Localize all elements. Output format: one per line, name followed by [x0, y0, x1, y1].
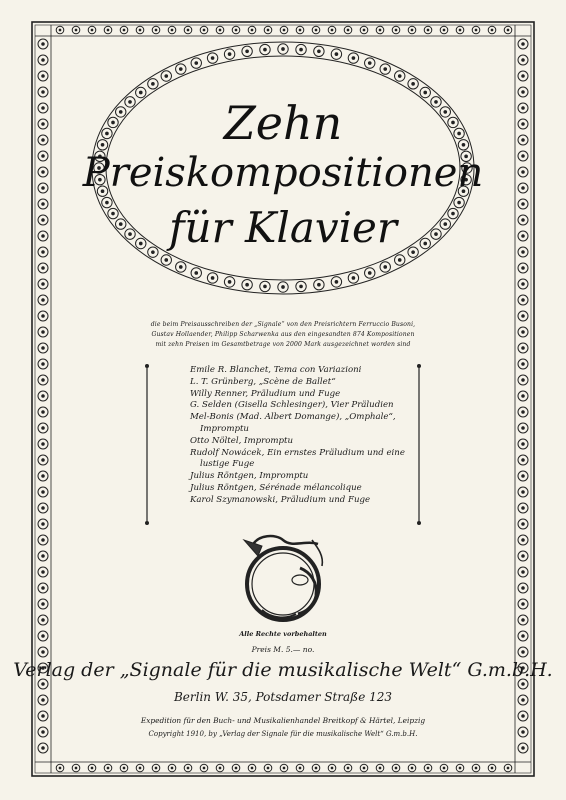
title-line-3: für Klavier: [169, 203, 397, 252]
price: Preis M. 5.— no.: [251, 645, 315, 654]
rights-reserved: Alle Rechte vorbehalten: [239, 630, 327, 638]
horn-emblem-icon: [244, 536, 322, 620]
title-line-1: Zehn: [223, 96, 343, 150]
list-item: Mel-Bonis (Mad. Albert Domange), „Omphale“,: [190, 412, 396, 423]
intro-line-2: Gustav Hollaender, Philipp Scharwenka aus den eingesandten 874 Kompositionen: [151, 331, 415, 338]
publisher: Verlag der „Signale für die musikalische Welt“ G.m.b.H.: [13, 659, 553, 681]
intro-line-1: die beim Preisausschreiben der „Signale“ von den Preisrichtern Ferruccio Busoni,: [150, 321, 416, 328]
list-item-continuation: Impromptu: [200, 423, 249, 434]
list-item-continuation: lustige Fuge: [200, 459, 255, 470]
list-item: Willy Renner, Präludium und Fuge: [190, 388, 341, 399]
list-item: Emile R. Blanchet, Tema con Variazioni: [190, 365, 362, 375]
list-item: Julius Röntgen, Sérénade mélancolique: [190, 482, 362, 493]
intro-text: [148, 320, 418, 350]
list-item: Rudolf Nowácek, Ein ernstes Präludium und eine: [190, 447, 405, 458]
expedition-note: Expedition für den Buch- und Musikalienhandel Breitkopf & Härtel, Leipzig: [140, 716, 426, 725]
list-item: Karol Szymanowski, Präludium und Fuge: [190, 494, 371, 505]
intro-line-3: mit zehn Preisen im Gesamtbetrage von 2000 Mark ausgezeichnet worden sind: [155, 341, 411, 348]
left-rod: [145, 364, 149, 525]
copyright-note: Copyright 1910, by „Verlag der Signale für die musikalische Welt“ G.m.b.H.: [148, 730, 418, 738]
right-rod: [417, 364, 421, 525]
list-item: G. Selden (Gisella Schlesinger), Vier Präludien: [190, 400, 394, 411]
list-item: Otto Nöltel, Impromptu: [190, 435, 294, 446]
composition-list: [190, 365, 410, 507]
list-item: L. T. Grünberg, „Scène de Ballet“: [190, 376, 336, 387]
title-line-2: Preiskompositionen: [82, 150, 484, 196]
list-item: Julius Röntgen, Impromptu: [190, 471, 309, 482]
publisher-address: Berlin W. 35, Potsdamer Straße 123: [173, 690, 393, 704]
